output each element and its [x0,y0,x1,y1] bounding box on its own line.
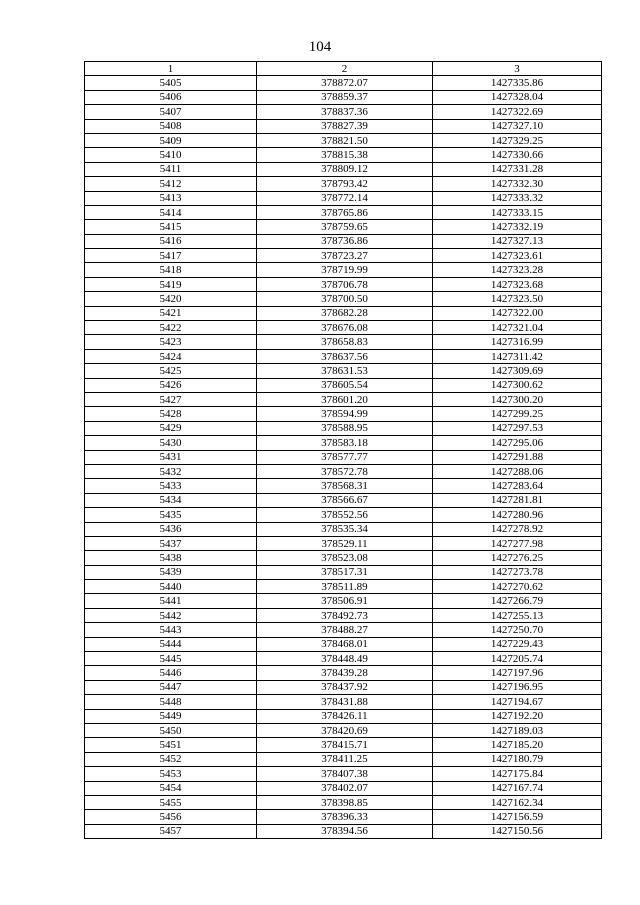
y-coordinate-cell: 1427291.88 [433,450,602,464]
table-row [85,709,602,723]
y-coordinate-cell: 1427288.06 [433,464,602,478]
y-coordinate-cell: 1427276.25 [433,551,602,565]
point-number-cell: 5427 [85,392,257,406]
y-coordinate-cell: 1427332.19 [433,220,602,234]
table-row [85,148,602,162]
table-row [85,119,602,133]
point-number-cell: 5447 [85,680,257,694]
point-number-cell: 5455 [85,795,257,809]
y-coordinate-cell: 1427197.96 [433,666,602,680]
point-number-cell: 5456 [85,810,257,824]
table-row [85,594,602,608]
point-number-cell: 5408 [85,119,257,133]
table-row [85,76,602,90]
table-row [85,479,602,493]
x-coordinate-cell: 378420.69 [257,723,433,737]
x-coordinate-cell: 378468.01 [257,637,433,651]
y-coordinate-cell: 1427335.86 [433,76,602,90]
y-coordinate-cell: 1427277.98 [433,536,602,550]
point-number-cell: 5422 [85,321,257,335]
page-number: 104 [308,39,332,55]
table-row [85,623,602,637]
x-coordinate-cell: 378448.49 [257,652,433,666]
y-coordinate-cell: 1427323.61 [433,249,602,263]
x-coordinate-cell: 378439.28 [257,666,433,680]
table-row [85,306,602,320]
point-number-cell: 5425 [85,364,257,378]
y-coordinate-cell: 1427300.20 [433,392,602,406]
y-coordinate-cell: 1427205.74 [433,652,602,666]
y-coordinate-cell: 1427192.20 [433,709,602,723]
x-coordinate-cell: 378706.78 [257,277,433,291]
y-coordinate-cell: 1427329.25 [433,133,602,147]
y-coordinate-cell: 1427322.00 [433,306,602,320]
y-coordinate-cell: 1427323.68 [433,277,602,291]
x-coordinate-cell: 378566.67 [257,493,433,507]
table-row [85,378,602,392]
table-row [85,551,602,565]
y-coordinate-cell: 1427167.74 [433,781,602,795]
point-number-cell: 5450 [85,723,257,737]
y-coordinate-cell: 1427185.20 [433,738,602,752]
table-row [85,608,602,622]
point-number-cell: 5429 [85,421,257,435]
table-row [85,464,602,478]
table-row [85,767,602,781]
table-row [85,321,602,335]
table-row [85,436,602,450]
point-number-cell: 5441 [85,594,257,608]
x-coordinate-cell: 378637.56 [257,349,433,363]
table-row [85,234,602,248]
point-number-cell: 5448 [85,695,257,709]
table-row [85,364,602,378]
x-coordinate-cell: 378837.36 [257,105,433,119]
point-number-cell: 5452 [85,752,257,766]
y-coordinate-cell: 1427255.13 [433,608,602,622]
x-coordinate-cell: 378676.08 [257,321,433,335]
x-coordinate-cell: 378772.14 [257,191,433,205]
table-row [85,824,602,838]
y-coordinate-cell: 1427327.10 [433,119,602,133]
point-number-cell: 5457 [85,824,257,838]
y-coordinate-cell: 1427300.62 [433,378,602,392]
table-header-row [85,62,602,76]
table-row [85,220,602,234]
point-number-cell: 5436 [85,522,257,536]
x-coordinate-cell: 378765.86 [257,205,433,219]
table-row [85,580,602,594]
y-coordinate-cell: 1427331.28 [433,162,602,176]
y-coordinate-cell: 1427323.28 [433,263,602,277]
x-coordinate-cell: 378437.92 [257,680,433,694]
point-number-cell: 5424 [85,349,257,363]
y-coordinate-cell: 1427322.69 [433,105,602,119]
point-number-cell: 5409 [85,133,257,147]
x-coordinate-cell: 378535.34 [257,522,433,536]
x-coordinate-cell: 378572.78 [257,464,433,478]
y-coordinate-cell: 1427316.99 [433,335,602,349]
table-row [85,493,602,507]
x-coordinate-cell: 378394.56 [257,824,433,838]
y-coordinate-cell: 1427156.59 [433,810,602,824]
y-coordinate-cell: 1427270.62 [433,580,602,594]
x-coordinate-cell: 378821.50 [257,133,433,147]
column-header-2: 2 [257,62,433,76]
x-coordinate-cell: 378793.42 [257,177,433,191]
table-row [85,508,602,522]
x-coordinate-cell: 378492.73 [257,608,433,622]
point-number-cell: 5419 [85,277,257,291]
point-number-cell: 5453 [85,767,257,781]
table-row [85,249,602,263]
x-coordinate-cell: 378872.07 [257,76,433,90]
y-coordinate-cell: 1427175.84 [433,767,602,781]
point-number-cell: 5434 [85,493,257,507]
table-row [85,263,602,277]
x-coordinate-cell: 378407.38 [257,767,433,781]
point-number-cell: 5406 [85,90,257,104]
point-number-cell: 5418 [85,263,257,277]
point-number-cell: 5442 [85,608,257,622]
x-coordinate-cell: 378583.18 [257,436,433,450]
point-number-cell: 5421 [85,306,257,320]
point-number-cell: 5444 [85,637,257,651]
column-header-1: 1 [85,62,257,76]
table-row [85,565,602,579]
point-number-cell: 5430 [85,436,257,450]
x-coordinate-cell: 378815.38 [257,148,433,162]
table-row [85,652,602,666]
y-coordinate-cell: 1427280.96 [433,508,602,522]
point-number-cell: 5407 [85,105,257,119]
x-coordinate-cell: 378402.07 [257,781,433,795]
y-coordinate-cell: 1427283.64 [433,479,602,493]
table-row [85,450,602,464]
point-number-cell: 5433 [85,479,257,493]
x-coordinate-cell: 378523.08 [257,551,433,565]
point-number-cell: 5454 [85,781,257,795]
table-row [85,666,602,680]
table-row [85,177,602,191]
x-coordinate-cell: 378488.27 [257,623,433,637]
table-row [85,738,602,752]
point-number-cell: 5438 [85,551,257,565]
y-coordinate-cell: 1427299.25 [433,407,602,421]
point-number-cell: 5432 [85,464,257,478]
x-coordinate-cell: 378411.25 [257,752,433,766]
y-coordinate-cell: 1427180.79 [433,752,602,766]
x-coordinate-cell: 378415.71 [257,738,433,752]
y-coordinate-cell: 1427150.56 [433,824,602,838]
point-number-cell: 5426 [85,378,257,392]
x-coordinate-cell: 378511.89 [257,580,433,594]
coordinates-table [84,61,602,839]
x-coordinate-cell: 378588.95 [257,421,433,435]
point-number-cell: 5413 [85,191,257,205]
x-coordinate-cell: 378396.33 [257,810,433,824]
x-coordinate-cell: 378719.99 [257,263,433,277]
x-coordinate-cell: 378723.27 [257,249,433,263]
table-row [85,695,602,709]
y-coordinate-cell: 1427333.32 [433,191,602,205]
point-number-cell: 5443 [85,623,257,637]
point-number-cell: 5439 [85,565,257,579]
x-coordinate-cell: 378431.88 [257,695,433,709]
x-coordinate-cell: 378682.28 [257,306,433,320]
y-coordinate-cell: 1427328.04 [433,90,602,104]
point-number-cell: 5428 [85,407,257,421]
x-coordinate-cell: 378605.54 [257,378,433,392]
x-coordinate-cell: 378529.11 [257,536,433,550]
point-number-cell: 5412 [85,177,257,191]
table-row [85,810,602,824]
table-row [85,191,602,205]
x-coordinate-cell: 378631.53 [257,364,433,378]
table-row [85,277,602,291]
table-row [85,105,602,119]
x-coordinate-cell: 378517.31 [257,565,433,579]
y-coordinate-cell: 1427278.92 [433,522,602,536]
y-coordinate-cell: 1427194.67 [433,695,602,709]
y-coordinate-cell: 1427273.78 [433,565,602,579]
table-row [85,723,602,737]
column-header-3: 3 [433,62,602,76]
y-coordinate-cell: 1427297.53 [433,421,602,435]
table-row [85,133,602,147]
x-coordinate-cell: 378398.85 [257,795,433,809]
point-number-cell: 5449 [85,709,257,723]
table-row [85,349,602,363]
y-coordinate-cell: 1427250.70 [433,623,602,637]
point-number-cell: 5431 [85,450,257,464]
table-row [85,795,602,809]
x-coordinate-cell: 378859.37 [257,90,433,104]
point-number-cell: 5414 [85,205,257,219]
x-coordinate-cell: 378700.50 [257,292,433,306]
table-row [85,392,602,406]
point-number-cell: 5440 [85,580,257,594]
point-number-cell: 5451 [85,738,257,752]
point-number-cell: 5417 [85,249,257,263]
x-coordinate-cell: 378552.56 [257,508,433,522]
table-row [85,781,602,795]
y-coordinate-cell: 1427281.81 [433,493,602,507]
y-coordinate-cell: 1427327.13 [433,234,602,248]
y-coordinate-cell: 1427189.03 [433,723,602,737]
table-row [85,90,602,104]
x-coordinate-cell: 378736.86 [257,234,433,248]
x-coordinate-cell: 378506.91 [257,594,433,608]
y-coordinate-cell: 1427196.95 [433,680,602,694]
point-number-cell: 5435 [85,508,257,522]
y-coordinate-cell: 1427323.50 [433,292,602,306]
table-row [85,205,602,219]
y-coordinate-cell: 1427162.34 [433,795,602,809]
point-number-cell: 5446 [85,666,257,680]
x-coordinate-cell: 378568.31 [257,479,433,493]
table-row [85,522,602,536]
table-row [85,536,602,550]
x-coordinate-cell: 378601.20 [257,392,433,406]
y-coordinate-cell: 1427333.15 [433,205,602,219]
point-number-cell: 5416 [85,234,257,248]
y-coordinate-cell: 1427330.66 [433,148,602,162]
x-coordinate-cell: 378658.83 [257,335,433,349]
table-row [85,421,602,435]
point-number-cell: 5405 [85,76,257,90]
x-coordinate-cell: 378426.11 [257,709,433,723]
table-row [85,407,602,421]
y-coordinate-cell: 1427295.06 [433,436,602,450]
y-coordinate-cell: 1427229.43 [433,637,602,651]
point-number-cell: 5437 [85,536,257,550]
table-header [85,62,602,76]
y-coordinate-cell: 1427266.79 [433,594,602,608]
point-number-cell: 5411 [85,162,257,176]
x-coordinate-cell: 378577.77 [257,450,433,464]
y-coordinate-cell: 1427311.42 [433,349,602,363]
x-coordinate-cell: 378809.12 [257,162,433,176]
x-coordinate-cell: 378594.99 [257,407,433,421]
y-coordinate-cell: 1427332.30 [433,177,602,191]
point-number-cell: 5410 [85,148,257,162]
table-row [85,335,602,349]
table-row [85,680,602,694]
x-coordinate-cell: 378759.65 [257,220,433,234]
point-number-cell: 5420 [85,292,257,306]
table-row [85,752,602,766]
table-row [85,292,602,306]
y-coordinate-cell: 1427309.69 [433,364,602,378]
x-coordinate-cell: 378827.39 [257,119,433,133]
point-number-cell: 5423 [85,335,257,349]
table-row [85,162,602,176]
point-number-cell: 5415 [85,220,257,234]
point-number-cell: 5445 [85,652,257,666]
table-row [85,637,602,651]
table-body [85,76,602,839]
y-coordinate-cell: 1427321.04 [433,321,602,335]
